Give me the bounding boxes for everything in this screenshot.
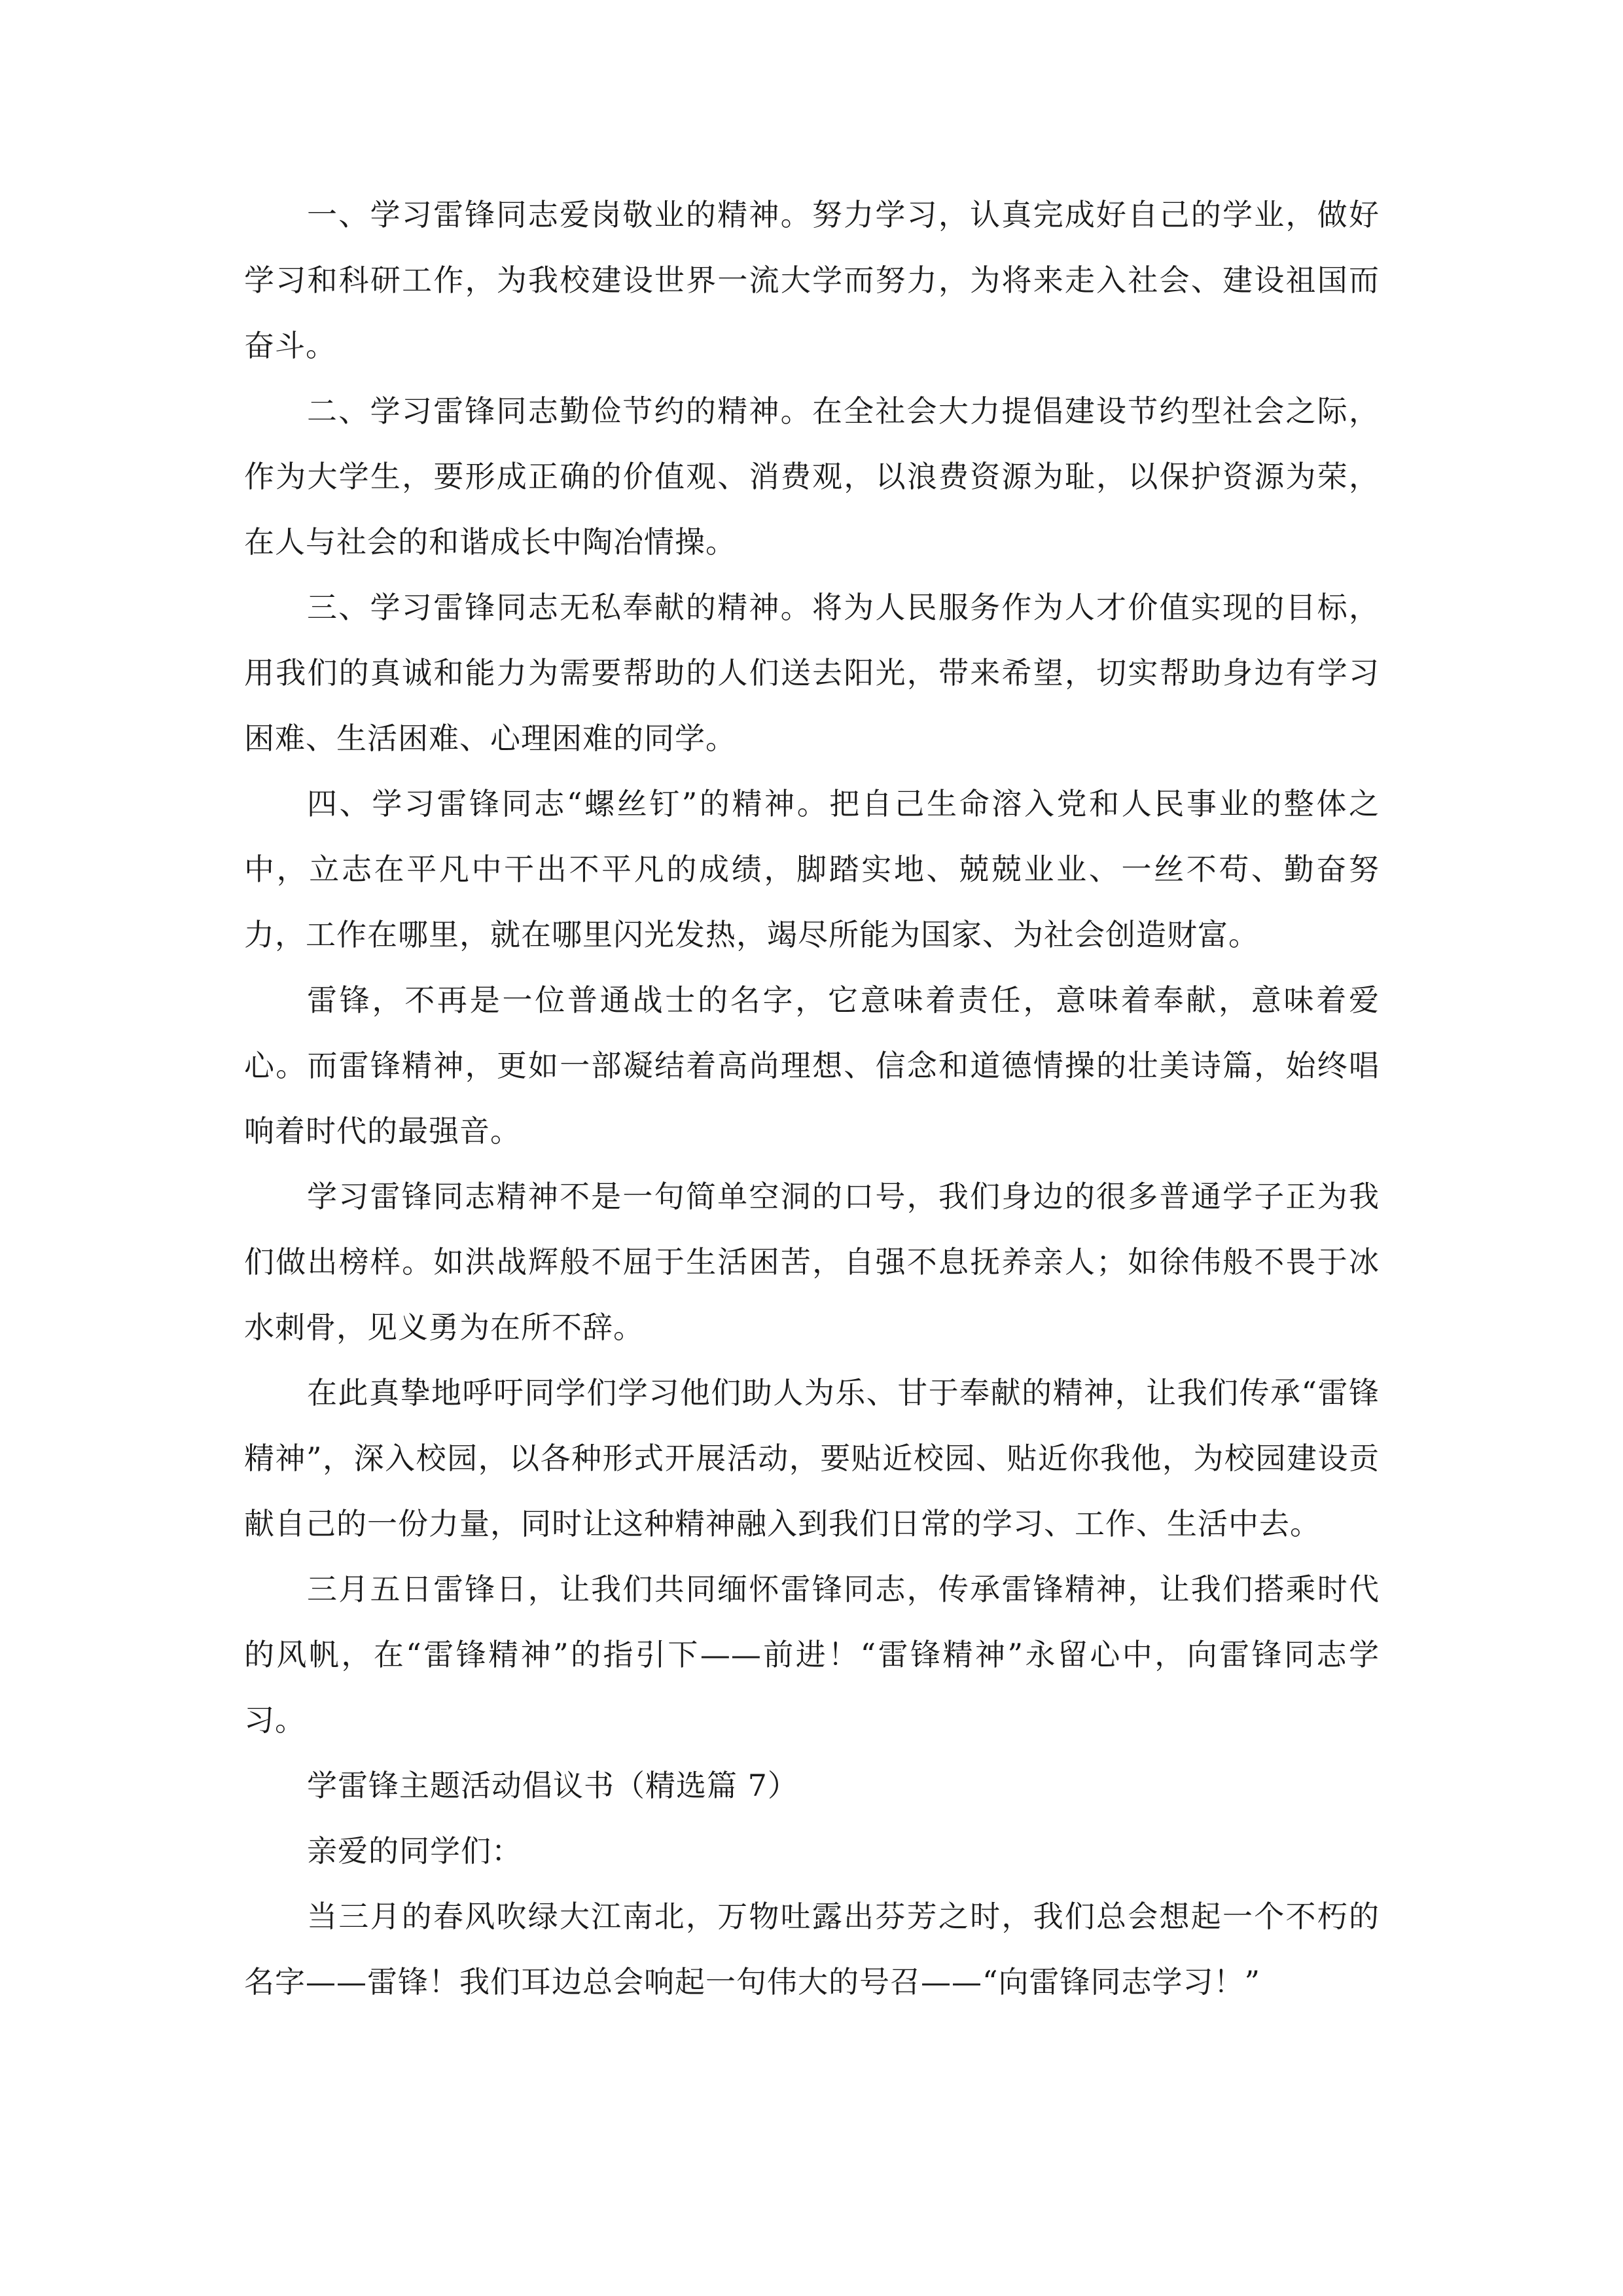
- paragraph-8: 三月五日雷锋日，让我们共同缅怀雷锋同志，传承雷锋精神，让我们搭乘时代的风帆，在“雷锋精神”的指引下——前进！“雷锋精神”永留心中，向雷锋同志学习。: [244, 1571, 1380, 1738]
- paragraph-5: 雷锋，不再是一位普通战士的名字，它意味着责任，意味着奉献，意味着爱心。而雷锋精神，更如一部凝结着高尚理想、信念和道德情操的壮美诗篇，始终唱响着时代的最强音。: [244, 982, 1380, 1149]
- document-body: [244, 182, 1380, 2015]
- paragraph-7: 在此真挚地呼吁同学们学习他们助人为乐、甘于奉献的精神，让我们传承“雷锋精神”，深入校园，以各种形式开展活动，要贴近校园、贴近你我他，为校园建设贡献自己的一份力量，同时让这种精神融入到我们日常的学习、工作、生活中去。: [244, 1375, 1380, 1541]
- salutation: 亲爱的同学们：: [307, 1833, 522, 1869]
- paragraph-2: 二、学习雷锋同志勤俭节约的精神。在全社会大力提倡建设节约型社会之际，作为大学生，要形成正确的价值观、消费观，以浪费资源为耻，以保护资源为荣，在人与社会的和谐成长中陶冶情操。: [244, 393, 1380, 560]
- paragraph-3: 三、学习雷锋同志无私奉献的精神。将为人民服务作为人才价值实现的目标，用我们的真诚和能力为需要帮助的人们送去阳光，带来希望，切实帮助身边有学习困难、生活困难、心理困难的同学。: [244, 590, 1380, 756]
- section-title: 学雷锋主题活动倡议书（精选篇 7）: [307, 1768, 798, 1803]
- paragraph-6: 学习雷锋同志精神不是一句简单空洞的口号，我们身边的很多普通学子正为我们做出榜样。如洪战辉般不屈于生活困苦，自强不息抚养亲人；如徐伟般不畏于冰水刺骨，见义勇为在所不辞。: [244, 1179, 1380, 1345]
- paragraph-9: 当三月的春风吹绿大江南北，万物吐露出芬芳之时，我们总会想起一个不朽的名字——雷锋！我们耳边总会响起一句伟大的号召——“向雷锋同志学习！”: [244, 1899, 1380, 2000]
- paragraph-1: 一、学习雷锋同志爱岗敬业的精神。努力学习，认真完成好自己的学业，做好学习和科研工作，为我校建设世界一流大学而努力，为将来走入社会、建设祖国而奋斗。: [244, 197, 1380, 363]
- paragraph-4: 四、学习雷锋同志“螺丝钉”的精神。把自己生命溶入党和人民事业的整体之中，立志在平凡中干出不平凡的成绩，脚踏实地、兢兢业业、一丝不苟、勤奋努力，工作在哪里，就在哪里闪光发热，竭尽所能为国家、为社会创造财富。: [244, 786, 1380, 952]
